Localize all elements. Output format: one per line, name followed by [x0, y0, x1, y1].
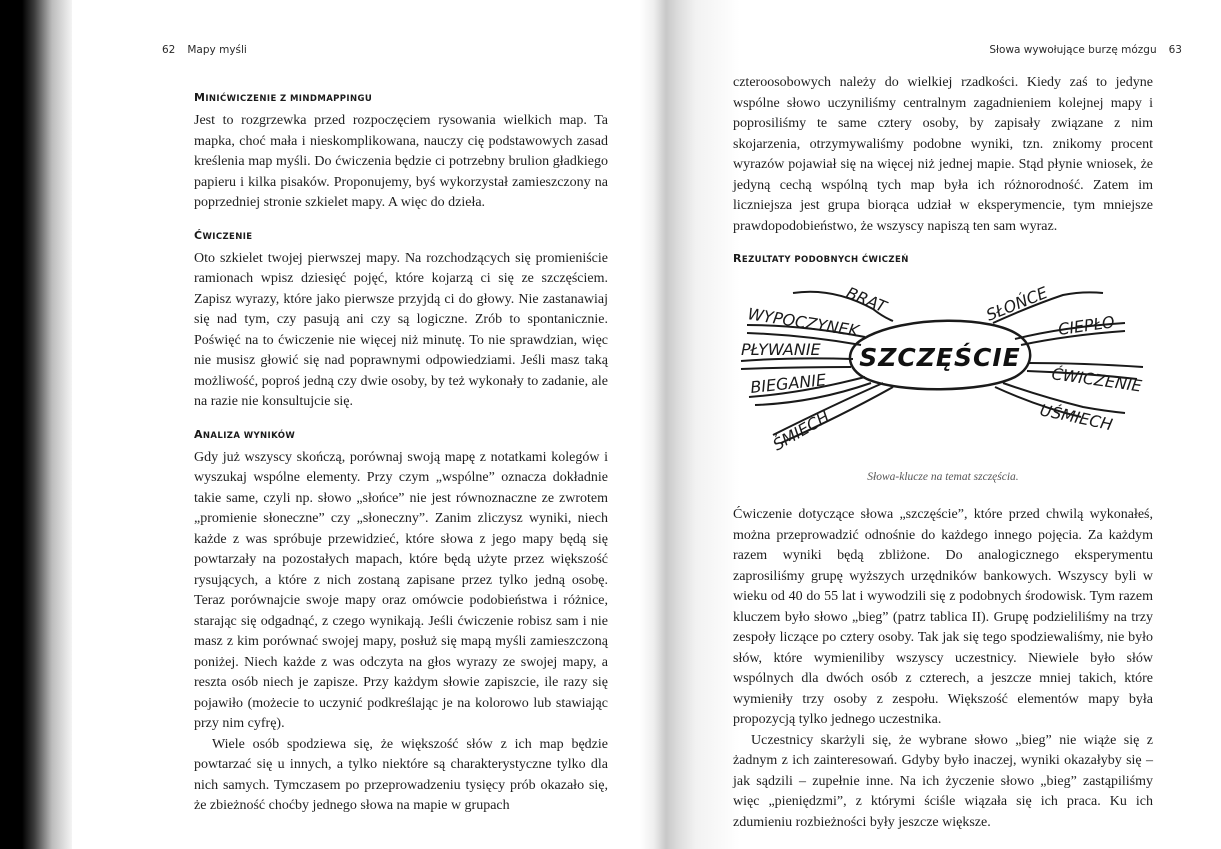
- mindmap-figure: [733, 275, 1153, 461]
- section-exercise: [194, 229, 608, 413]
- running-head-title: Słowa wywołujące burzę mózgu: [989, 44, 1157, 56]
- book-gutter: [640, 0, 740, 849]
- scan-shadow-left: [0, 0, 72, 849]
- section-heading: MINIĆWICZENIE Z MINDMAPPINGU: [194, 91, 373, 104]
- paragraph: Oto szkielet twojej pierwszej mapy. Na rozchodzących się promieniście ramionach wpisz dziesięć pojęć, które kojarzą ci się ze szczęściem. Zapisz wyrazy, które jako pierwsze przyjdą ci do głowy. Nie zastanawiaj się nad tym, czy pasują ani czy są logiczne. Zrób to spontanicznie. Poświęć na to ćwiczenie nie więcej niż minutę. To nie sprawdzian, więc nie musisz głowić się nad poprawnymi odpowiedziami. Jeśli masz taką możliwość, poproś jedną czy dwie osoby, by też wykonały to zadanie, ale na razie nie konsultujcie się.: [194, 250, 608, 409]
- section-heading: ANALIZA WYNIKÓW: [194, 427, 296, 441]
- word-cwiczenie: ĆWICZENIE: [1050, 364, 1143, 396]
- left-running-head: [162, 44, 247, 56]
- page-number: 63: [1168, 44, 1182, 56]
- paragraph: Gdy już wszyscy skończą, porównaj swoją mapę z notatkami kolegów i wyszukaj wspólne elementy. Przy czym „wspólne” oznacza dokładnie takie same, czyli np. słowo „słońce” nie jest równoznaczne ze zwrotem „promienie słoneczne” czy „słoneczny”. Zanim zliczysz wyniki, niech każde z was spróbuje przewidzieć, które słowa z jego mapy będą się powtarzały na pozostałych mapach, które będą użyte przez większość rysujących, a które z nich zostaną zapisane przez tylko jedną osobę. Teraz porównajcie swoje mapy oraz omówcie podobieństwa i różnice, starając się odgadnąć, z czego wynikają. Jeśli ćwiczenie robisz sam i nie masz z kim porównać swojej mapy, posłuż się mapą myśli zamieszczoną poniżej. Niech każde z was odczyta na głos wyrazy ze swojej mapy, a reszta osób niech je zapisze. Przy każdym słowie zapiszcie, ile razy się pojawiło (możecie to uczynić podkreślając je na kolorowo lub stawiając przy nim cyfrę).: [194, 449, 608, 731]
- word-bieganie: BIEGANIE: [749, 370, 827, 397]
- left-page: [118, 0, 638, 849]
- paragraph: Jest to rozgrzewka przed rozpoczęciem rysowania wielkich map. Ta mapka, choć mała i nieskomplikowana, nauczy cię podstawowych zasad kreślenia map myśli. Do ćwiczenia będzie ci potrzebny brulion gładkiego papieru i kilka pisaków. Proponujemy, byś wykorzystał zamieszczony na poprzedniej stronie szkielet mapy. A więc do dzieła.: [194, 113, 608, 210]
- word-plywanie: PŁYWANIE: [741, 340, 821, 359]
- branch-cwiczenie: [1029, 363, 1143, 367]
- paragraph: Uczestnicy skarżyli się, że wybrane słowo „bieg” nie wiąże się z żadnym z ich zainteresowań. Gdyby było inaczej, wyniki okazałyby się – jak sądzili – zupełnie inne. Na ich życzenie słowo „bieg” zastąpiliśmy więc „pieniędzmi”, z którymi ściśle wiązała się ich praca. Ku ich zdumieniu rozbieżności były jeszcze większe.: [733, 732, 1153, 830]
- word-wypoczynek: WYPOCZYNEK: [746, 304, 861, 341]
- section-miniexercise: [194, 91, 608, 214]
- word-usmiech: UŚMIECH: [1038, 400, 1115, 435]
- paragraph: Ćwiczenie dotyczące słowa „szczęście”, które przed chwilą wykonałeś, można przeprowadzić odnośnie do każdego innego pojęcia. Za każdym razem wyniki będą zbliżone. Do analogicznego eksperymentu zaprosiliśmy grupę wyższych urzędników bankowych. Wszyscy byli w wieku od 40 do 55 lat i wywodzili się z podobnych środowisk. Tym razem kluczem było słowo „bieg” (patrz tablica II). Grupę podzieliliśmy na trzy zespoły liczące po cztery osoby. Tak jak się tego spodziewaliśmy, nie było słów, które wymieniliby wszyscy uczestnicy. Niewiele było słów wspólnych dla dwóch osób z czterech, a jeszcze mniej takich, które wymieniły trzy osoby z zespołu. Większość elementów mapy była propozycją tylko jednego uczestnika.: [733, 507, 1153, 727]
- section-heading: ĆWICZENIE: [194, 228, 253, 242]
- word-brat: BRAT: [843, 283, 890, 317]
- running-head-title: Mapy myśli: [187, 44, 247, 56]
- right-text-column: [733, 73, 1153, 833]
- figure-caption: Słowa-klucze na temat szczęścia.: [867, 471, 1019, 483]
- mindmap-drawing: [733, 275, 1153, 461]
- paragraph: Wiele osób spodziewa się, że większość słów z ich map będzie powtarzać się u innych, a tylko niektóre są charakterystyczne tylko dla nich samych. Tymczasem po przeprowadzeniu tysięcy prób okazało się, że zbieżność choćby jednego słowa na mapie w grupach: [194, 736, 608, 813]
- branch-plywanie-lower: [741, 367, 851, 369]
- right-running-head: [989, 44, 1182, 56]
- word-cieplo: CIEPŁO: [1056, 312, 1116, 339]
- page-number: 62: [162, 44, 176, 56]
- word-slonce: SŁOŃCE: [983, 282, 1051, 325]
- word-center: SZCZĘŚCIE: [859, 343, 1021, 372]
- paragraph-continuation: czteroosobowych należy do wielkiej rzadkości. Kiedy zaś to jedyne wspólne słowo uczyniliśmy centralnym zagadnieniem kolejnej mapy i poprosiliśmy te same cztery osoby, by zapisały związane z nim skojarzenia, otrzymywaliśmy podobne wyniki, tzn. znikomy procent wyrazów pojawiał się na więcej niż jednej mapie. Stąd płynie wniosek, że jedyną cechą wspólną tych map była ich różnorodność. Zatem im liczniejsza jest grupa biorąca udział w eksperymencie, tym mniejsze prawdopodobieństwo, że wszyscy napiszą ten sam wyraz.: [733, 75, 1153, 234]
- word-smiech: ŚMIECH: [769, 407, 833, 455]
- section-heading: REZULTATY PODOBNYCH ĆWICZEŃ: [733, 252, 909, 265]
- left-text-column: [194, 91, 608, 832]
- section-analysis: [194, 428, 608, 817]
- right-page: [733, 0, 1185, 849]
